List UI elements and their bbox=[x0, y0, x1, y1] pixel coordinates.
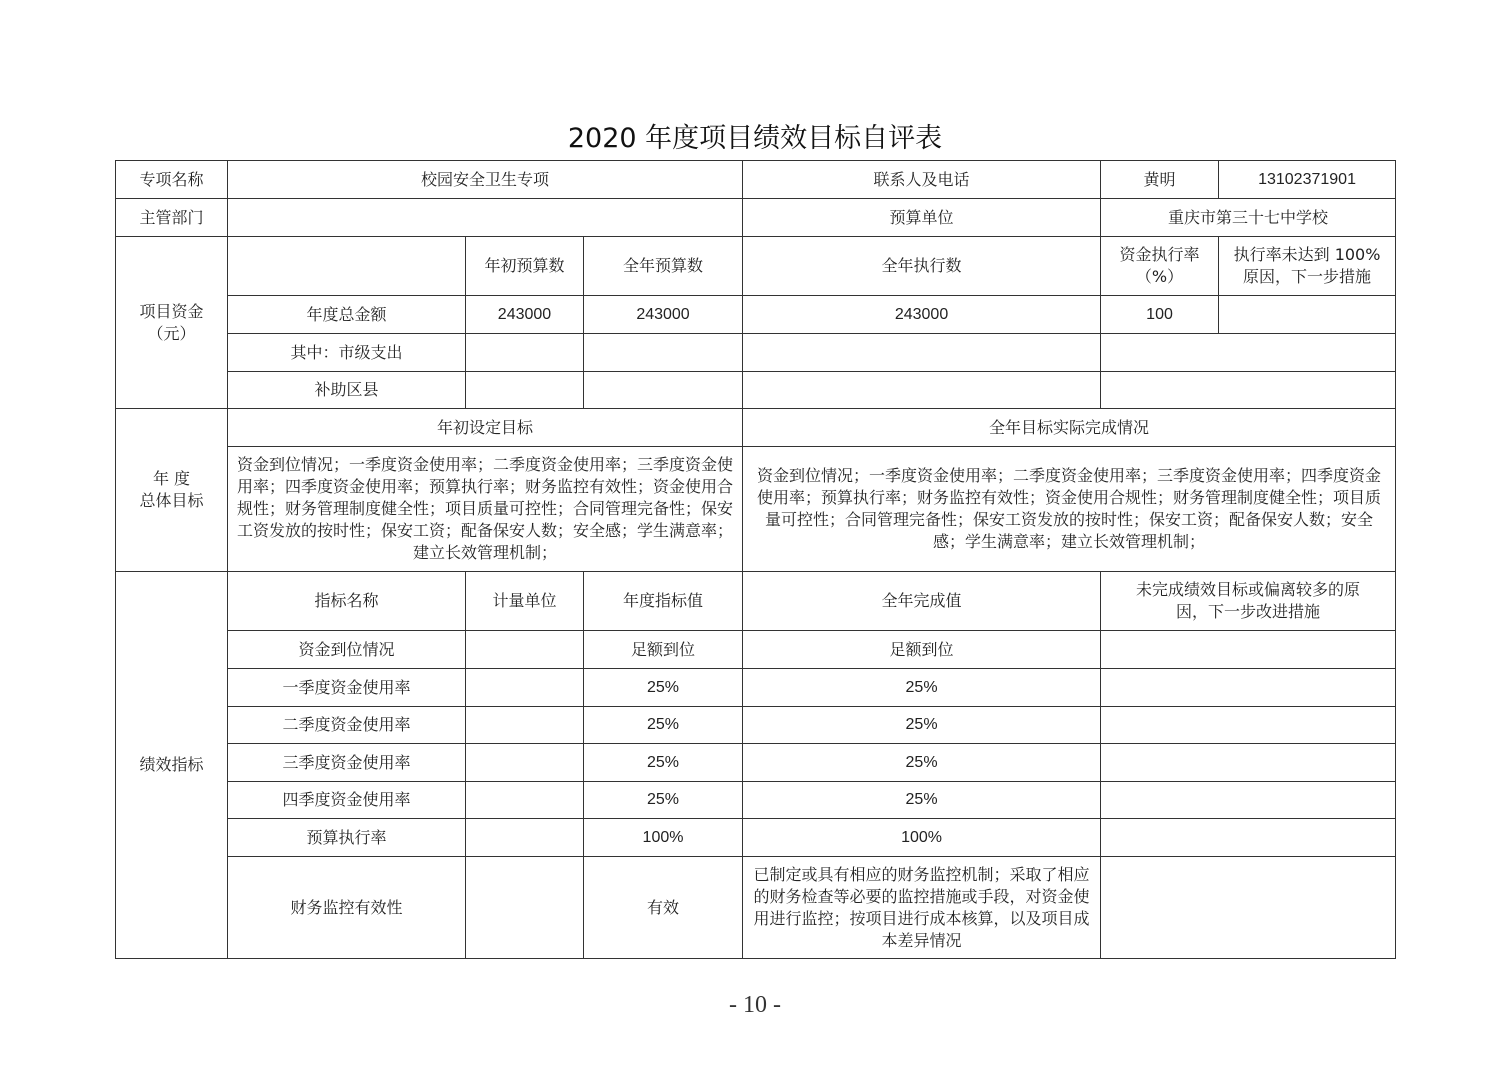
indicator-reason bbox=[1101, 857, 1396, 959]
funds-header-row bbox=[116, 237, 1396, 296]
indicator-name: 预算执行率 bbox=[228, 819, 466, 857]
funds-header-blank bbox=[228, 237, 466, 296]
funds-row-label: 其中：市级支出 bbox=[228, 334, 466, 372]
col-indicator-unit: 计量单位 bbox=[466, 572, 584, 631]
indicator-name: 财务监控有效性 bbox=[228, 857, 466, 959]
funds-full bbox=[584, 372, 743, 409]
col-exec-rate: 资金执行率 （%） bbox=[1101, 237, 1219, 296]
budget-unit-label: 预算单位 bbox=[743, 199, 1101, 237]
performance-table bbox=[115, 160, 1396, 959]
table-row bbox=[116, 819, 1396, 857]
indicator-unit bbox=[466, 782, 584, 819]
indicators-section-label: 绩效指标 bbox=[116, 572, 228, 959]
indicator-reason bbox=[1101, 707, 1396, 744]
col-indicator-target: 年度指标值 bbox=[584, 572, 743, 631]
goals-header-row bbox=[116, 409, 1396, 447]
contact-name: 黄明 bbox=[1101, 161, 1219, 199]
contact-phone: 13102371901 bbox=[1219, 161, 1396, 199]
row-dept bbox=[116, 199, 1396, 237]
indicator-target: 足额到位 bbox=[584, 631, 743, 669]
funds-row-label: 年度总金额 bbox=[228, 296, 466, 334]
page-title: 2020 年度项目绩效目标自评表 bbox=[567, 123, 943, 154]
indicator-actual: 25% bbox=[743, 707, 1101, 744]
indicator-actual: 100% bbox=[743, 819, 1101, 857]
funds-initial bbox=[466, 372, 584, 409]
indicator-target: 25% bbox=[584, 707, 743, 744]
funds-row-label: 补助区县 bbox=[228, 372, 466, 409]
table-row bbox=[116, 782, 1396, 819]
indicator-reason bbox=[1101, 669, 1396, 707]
indicator-reason bbox=[1101, 782, 1396, 819]
project-name-value: 校园安全卫生专项 bbox=[228, 161, 743, 199]
funds-initial bbox=[466, 334, 584, 372]
goals-initial-text: 资金到位情况；一季度资金使用率；二季度资金使用率；三季度资金使用率；四季度资金使用率；预算执行率；财务监控有效性；资金使用合规性；财务管理制度健全性；项目质量可控性；合同管理完备性；保安工资发放的按时性；保安工资；配备保安人数；安全感；学生满意率；建立长效管理机制； bbox=[228, 447, 743, 572]
funds-row bbox=[116, 296, 1396, 334]
goals-initial-label: 年初设定目标 bbox=[228, 409, 743, 447]
indicator-unit bbox=[466, 631, 584, 669]
indicator-target: 100% bbox=[584, 819, 743, 857]
indicator-name: 四季度资金使用率 bbox=[228, 782, 466, 819]
funds-row bbox=[116, 334, 1396, 372]
indicator-reason bbox=[1101, 744, 1396, 782]
funds-rate: 100 bbox=[1101, 296, 1219, 334]
indicator-name: 一季度资金使用率 bbox=[228, 669, 466, 707]
indicator-name: 三季度资金使用率 bbox=[228, 744, 466, 782]
funds-exec: 243000 bbox=[743, 296, 1101, 334]
indicator-unit bbox=[466, 744, 584, 782]
funds-full bbox=[584, 334, 743, 372]
table-row bbox=[116, 707, 1396, 744]
indicator-unit bbox=[466, 707, 584, 744]
indicator-target: 25% bbox=[584, 744, 743, 782]
project-name-label: 专项名称 bbox=[116, 161, 228, 199]
indicator-actual: 25% bbox=[743, 782, 1101, 819]
page-number: - 10 - bbox=[729, 992, 781, 1018]
goals-actual-text: 资金到位情况；一季度资金使用率；二季度资金使用率；三季度资金使用率；四季度资金使用率；预算执行率；财务监控有效性；资金使用合规性；财务管理制度健全性；项目质量可控性；合同管理完备性；保安工资发放的按时性；保安工资；配备保安人数；安全感；学生满意率；建立长效管理机制； bbox=[743, 447, 1396, 572]
indicator-actual: 足额到位 bbox=[743, 631, 1101, 669]
col-exec-reason: 执行率未达到 100% 原因，下一步措施 bbox=[1219, 237, 1396, 296]
funds-rate bbox=[1101, 372, 1396, 409]
contact-label: 联系人及电话 bbox=[743, 161, 1101, 199]
indicator-actual: 25% bbox=[743, 744, 1101, 782]
funds-section-label: 项目资金 （元） bbox=[116, 237, 228, 409]
indicator-target: 25% bbox=[584, 669, 743, 707]
table-row bbox=[116, 744, 1396, 782]
indicator-target: 25% bbox=[584, 782, 743, 819]
dept-label: 主管部门 bbox=[116, 199, 228, 237]
table-row bbox=[116, 631, 1396, 669]
dept-value bbox=[228, 199, 743, 237]
funds-row bbox=[116, 372, 1396, 409]
indicator-target: 有效 bbox=[584, 857, 743, 959]
indicator-name: 二季度资金使用率 bbox=[228, 707, 466, 744]
row-project-name bbox=[116, 161, 1396, 199]
col-initial-budget: 年初预算数 bbox=[466, 237, 584, 296]
funds-reason bbox=[1219, 296, 1396, 334]
col-full-exec: 全年执行数 bbox=[743, 237, 1101, 296]
col-indicator-actual: 全年完成值 bbox=[743, 572, 1101, 631]
funds-rate bbox=[1101, 334, 1396, 372]
indicator-unit bbox=[466, 857, 584, 959]
col-indicator-name: 指标名称 bbox=[228, 572, 466, 631]
funds-full: 243000 bbox=[584, 296, 743, 334]
indicator-reason bbox=[1101, 631, 1396, 669]
indicator-reason bbox=[1101, 819, 1396, 857]
indicator-actual: 25% bbox=[743, 669, 1101, 707]
budget-unit-value: 重庆市第三十七中学校 bbox=[1101, 199, 1396, 237]
funds-initial: 243000 bbox=[466, 296, 584, 334]
indicator-actual: 已制定或具有相应的财务监控机制；采取了相应的财务检查等必要的监控措施或手段，对资金使用进行监控；按项目进行成本核算，以及项目成本差异情况 bbox=[743, 857, 1101, 959]
funds-exec bbox=[743, 334, 1101, 372]
goals-section-label: 年 度 总体目标 bbox=[116, 409, 228, 572]
table-row bbox=[116, 669, 1396, 707]
col-indicator-reason: 未完成绩效目标或偏离较多的原 因，下一步改进措施 bbox=[1101, 572, 1396, 631]
indicators-header-row bbox=[116, 572, 1396, 631]
indicator-unit bbox=[466, 819, 584, 857]
indicator-name: 资金到位情况 bbox=[228, 631, 466, 669]
funds-exec bbox=[743, 372, 1101, 409]
table-row bbox=[116, 857, 1396, 959]
indicator-unit bbox=[466, 669, 584, 707]
goals-text-row bbox=[116, 447, 1396, 572]
col-full-budget: 全年预算数 bbox=[584, 237, 743, 296]
goals-actual-label: 全年目标实际完成情况 bbox=[743, 409, 1396, 447]
